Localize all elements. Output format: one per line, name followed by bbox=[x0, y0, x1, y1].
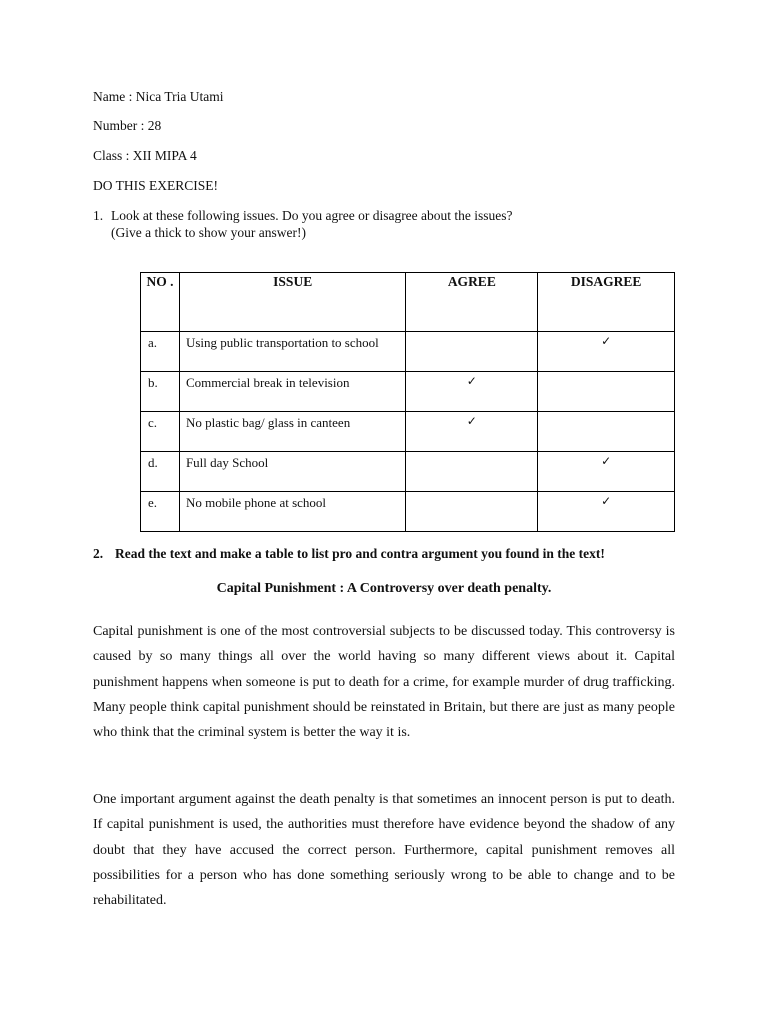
reading-title: Capital Punishment : A Controversy over death penalty. bbox=[216, 581, 552, 596]
question-2-number: 2. bbox=[93, 546, 104, 561]
issues-table bbox=[140, 272, 675, 532]
table-row bbox=[141, 492, 675, 532]
reading-paragraph-2: One important argument against the death penalty is that sometimes an innocent person is put to death. If capital punishment is used, the authorities must therefore have evidence beyond the shadow of any doubt that they have accused the correct person. Furthermore, capital punishment removes all possibilities for a person who has done something seriously wrong to be able to change and to be rehabilitated. bbox=[93, 792, 675, 909]
header-agree: AGREE bbox=[406, 273, 538, 332]
row-issue: No mobile phone at school bbox=[179, 492, 406, 532]
table-row bbox=[141, 332, 675, 372]
student-name: Name : Nica Tria Utami bbox=[93, 89, 224, 104]
disagree-check: ✓ bbox=[538, 492, 675, 532]
exercise-instruction: DO THIS EXERCISE! bbox=[93, 178, 219, 193]
question-1-number: 1. bbox=[93, 208, 104, 223]
disagree-check bbox=[538, 412, 675, 452]
agree-check bbox=[406, 492, 538, 532]
row-number: e. bbox=[141, 492, 180, 532]
question-2 bbox=[93, 546, 605, 562]
question-1-text: Look at these following issues. Do you agree or disagree about the issues? bbox=[111, 208, 513, 223]
header-disagree: DISAGREE bbox=[538, 273, 675, 332]
disagree-check bbox=[538, 372, 675, 412]
header-no: NO . bbox=[141, 273, 180, 332]
reading-paragraph-1: Capital punishment is one of the most controversial subjects to be discussed today. This controversy is caused by so many things all over the world having so many different views about it. Capital punishment happens when someone is put to death for a crime, for example murder of drug trafficking. Many people think capital punishment should be reinstated in Britain, but there are just as many people who think that the criminal system is better the way it is. bbox=[93, 624, 675, 741]
row-issue: Full day School bbox=[179, 452, 406, 492]
question-2-text: Read the text and make a table to list pro and contra argument you found in the text! bbox=[115, 546, 605, 561]
table-row bbox=[141, 412, 675, 452]
question-1 bbox=[93, 207, 513, 224]
row-number: c. bbox=[141, 412, 180, 452]
agree-check bbox=[406, 452, 538, 492]
issues-table-header-row bbox=[141, 273, 675, 332]
agree-check: ✓ bbox=[406, 372, 538, 412]
row-issue: Commercial break in television bbox=[179, 372, 406, 412]
row-number: d. bbox=[141, 452, 180, 492]
disagree-check: ✓ bbox=[538, 332, 675, 372]
agree-check bbox=[406, 332, 538, 372]
disagree-check: ✓ bbox=[538, 452, 675, 492]
question-1-note: (Give a thick to show your answer!) bbox=[111, 225, 306, 240]
student-class: Class : XII MIPA 4 bbox=[93, 148, 197, 163]
row-issue: No plastic bag/ glass in canteen bbox=[179, 412, 406, 452]
table-row bbox=[141, 452, 675, 492]
row-issue: Using public transportation to school bbox=[179, 332, 406, 372]
row-number: b. bbox=[141, 372, 180, 412]
header-issue: ISSUE bbox=[179, 273, 406, 332]
agree-check: ✓ bbox=[406, 412, 538, 452]
table-row bbox=[141, 372, 675, 412]
student-number: Number : 28 bbox=[93, 118, 162, 133]
row-number: a. bbox=[141, 332, 180, 372]
